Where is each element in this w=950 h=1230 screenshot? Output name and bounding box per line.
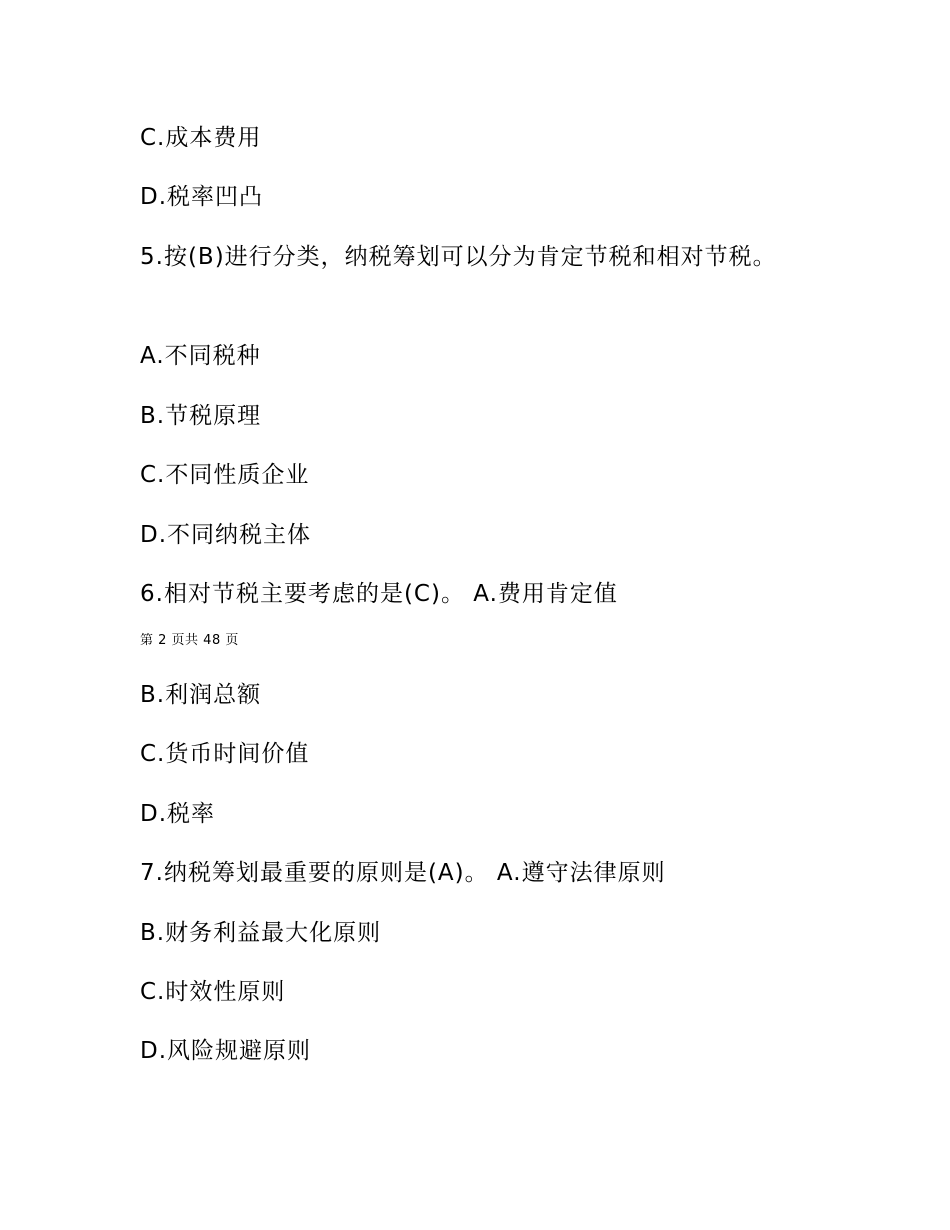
option-b-profit: B.利润总额: [140, 682, 262, 708]
option-b-financial: B.财务利益最大化原则: [140, 920, 382, 946]
page-footer: 第 2 页共 48 页: [140, 633, 239, 648]
option-c-time-value: C.货币时间价值: [140, 741, 310, 767]
question-6: 6.相对节税主要考虑的是(C)。 A.费用肯定值: [140, 581, 618, 607]
option-d-rate: D.税率: [140, 801, 216, 827]
option-c-enterprise: C.不同性质企业: [140, 462, 310, 488]
option-b-principle: B.节税原理: [140, 403, 262, 429]
question-5: 5.按(B)进行分类，纳税筹划可以分为肯定节税和相对节税。: [140, 244, 777, 270]
question-7: 7.纳税筹划最重要的原则是(A)。 A.遵守法律原则: [140, 860, 666, 886]
option-c-cost: C.成本费用: [140, 125, 262, 151]
option-a-tax-types: A.不同税种: [140, 343, 261, 369]
option-d-taxpayer: D.不同纳税主体: [140, 522, 312, 548]
option-c-timeliness: C.时效性原则: [140, 979, 286, 1005]
option-d-tax-rate: D.税率凹凸: [140, 184, 264, 210]
option-d-risk: D.风险规避原则: [140, 1038, 312, 1064]
